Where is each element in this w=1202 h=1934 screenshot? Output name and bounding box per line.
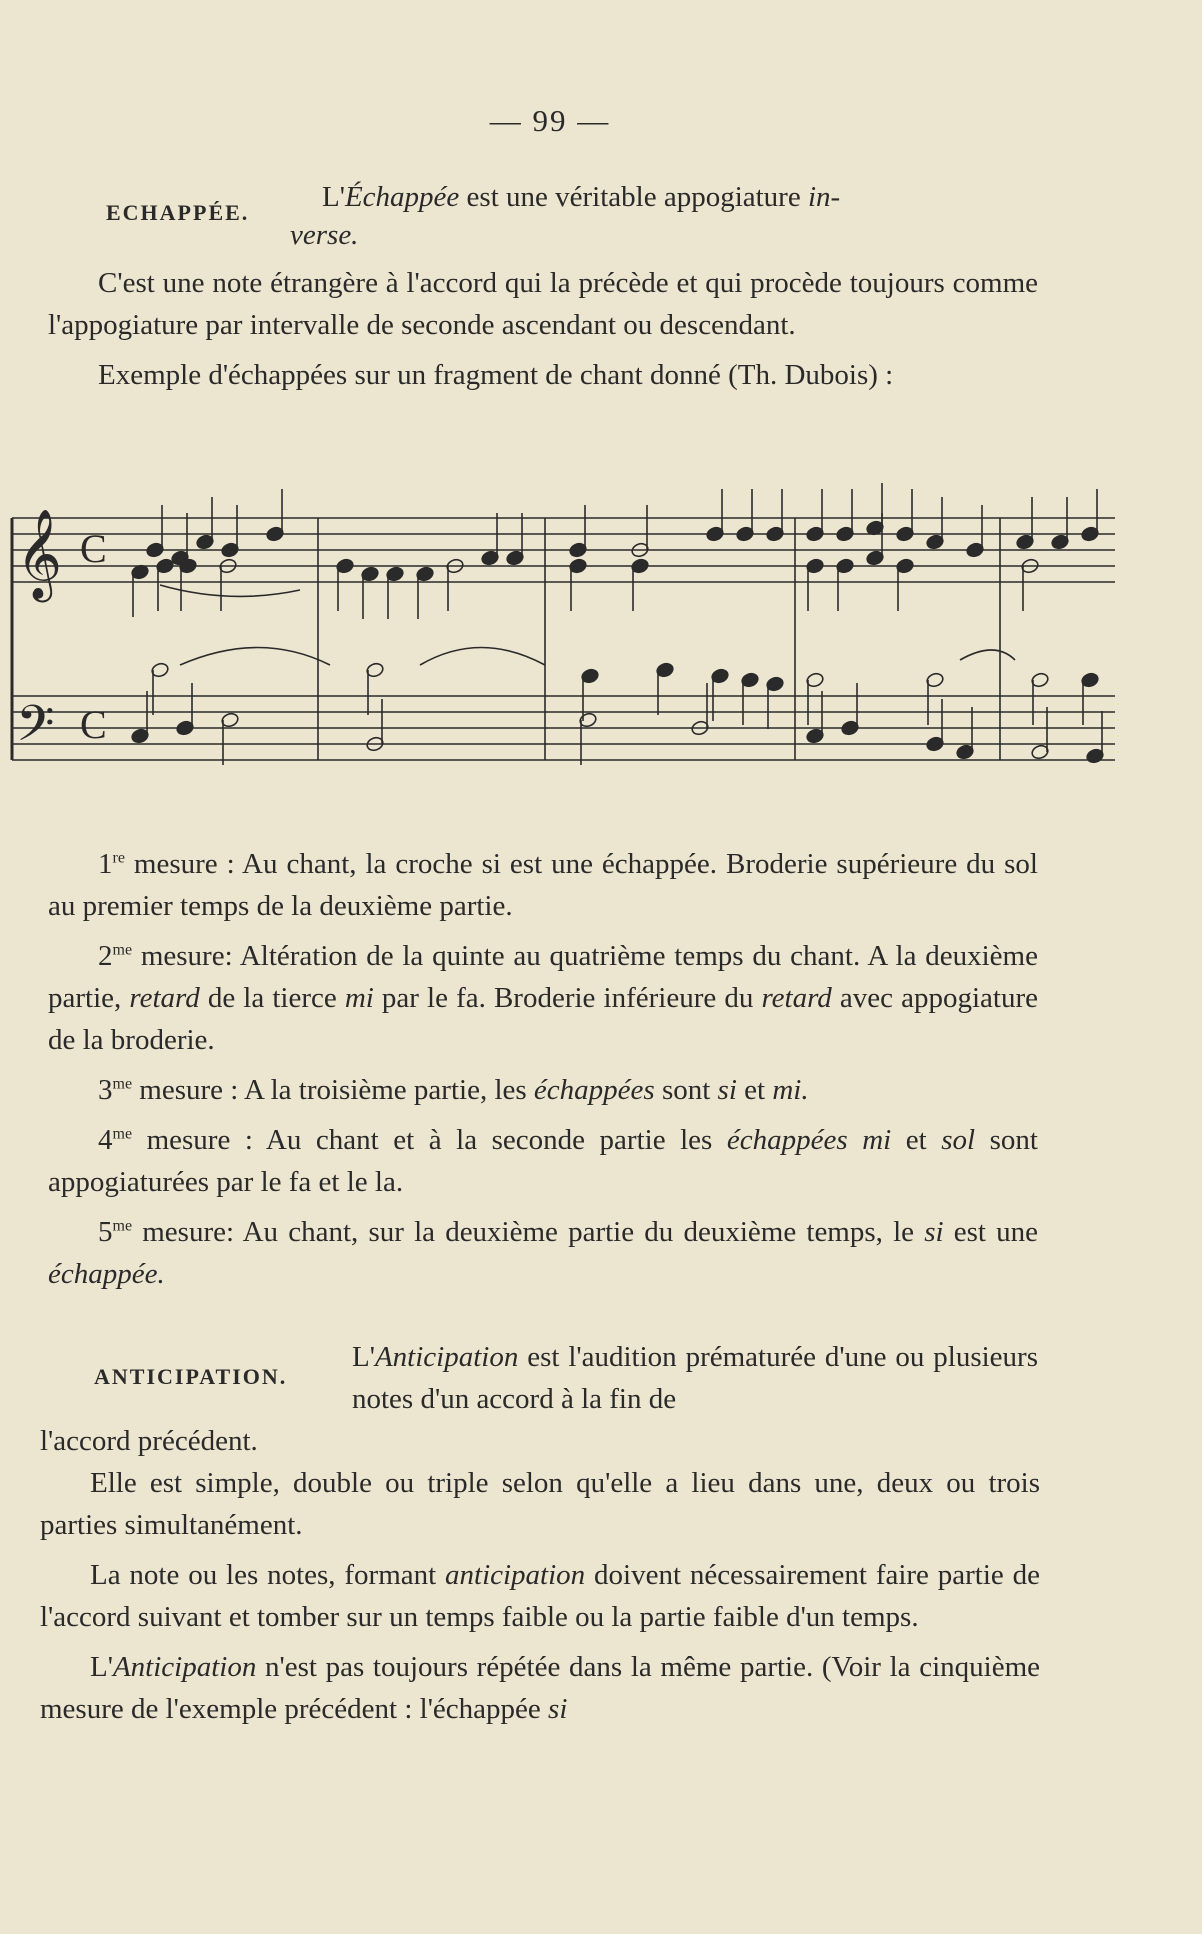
ant-p3-si: si: [548, 1693, 568, 1725]
m3-b: sont: [654, 1074, 718, 1106]
m4-num: 4: [98, 1124, 113, 1156]
ant-p2-term: anticipation: [445, 1559, 586, 1591]
ant-p3-a: L': [90, 1651, 113, 1683]
echappee-lead-cont: [290, 214, 358, 256]
lead-term: Échappée: [344, 181, 460, 213]
echappee-heading: ECHAPPÉE.: [106, 200, 250, 225]
m2-b: de la tierce: [199, 982, 345, 1014]
m3-ech: échappées: [533, 1074, 655, 1106]
anticipation-lead: [352, 1336, 1038, 1420]
page-number: — 99 —: [489, 103, 611, 138]
m3-c: et: [736, 1074, 773, 1106]
anticipation-heading: ANTICIPATION.: [94, 1364, 288, 1389]
measures-body: [48, 843, 1038, 1303]
ant-p2-b: doivent nécessairement faire partie de l'accord suivant et tomber sur un temps faible ou la partie faible d'un temps.: [40, 1559, 1040, 1633]
anticipation-body: [40, 1462, 1040, 1738]
m4-sol: sol: [941, 1124, 976, 1156]
echappee-p2: Exemple d'échappées sur un fragment de chant donné (Th. Dubois) :: [98, 359, 894, 391]
measure-4-note: [48, 1119, 1038, 1203]
measure-3-note: [48, 1069, 1038, 1111]
m5-num: 5: [98, 1216, 113, 1248]
ant-p2: [40, 1554, 1040, 1638]
m2-sup: me: [112, 941, 133, 959]
m5-b: est une: [943, 1216, 1038, 1248]
ant-lead-mid: est l'audition prématurée d'une ou plusieurs notes d'un accord à la fin de: [352, 1341, 1038, 1415]
treble-clef: 𝄞: [16, 510, 63, 597]
lead-pre: L': [322, 181, 345, 213]
music-notes: [130, 483, 1104, 765]
echappee-p1: C'est une note étrangère à l'accord qui la précède et qui procède toujours comme l'appogiature par intervalle de seconde ascendant ou descendant.: [48, 267, 1038, 341]
m4-c: sont appogiaturées par le fa et le la.: [48, 1124, 1038, 1198]
m4-ech: échappées mi: [726, 1124, 892, 1156]
m1-num: 1: [98, 848, 113, 880]
m3-sup: me: [112, 1075, 133, 1093]
time-sig-treble: C: [80, 526, 107, 571]
ant-lead-term: Anticipation: [374, 1341, 519, 1373]
m2-mi: mi: [344, 982, 374, 1014]
m3-num: 3: [98, 1074, 113, 1106]
time-sig-bass: C: [80, 702, 107, 747]
m3-si: si: [717, 1074, 737, 1106]
m5-si: si: [924, 1216, 944, 1248]
m5-a: mesure: Au chant, sur la deuxième partie du deuxième temps, le: [132, 1216, 925, 1248]
ant-p3-b: n'est pas toujours répétée dans la même partie. (Voir la cinquième mesure de l'exemple précédent : l'échappée: [40, 1651, 1040, 1725]
m1-sup: re: [112, 849, 125, 867]
m4-sup: me: [112, 1125, 133, 1143]
ant-p3: [40, 1646, 1040, 1730]
lead-end: in-: [807, 181, 841, 213]
m2-retard1: retard: [129, 982, 200, 1014]
m2-d: avec appogiature de la broderie.: [48, 982, 1038, 1056]
m3-mi: mi.: [772, 1074, 809, 1106]
m5-ech: échappée.: [48, 1258, 165, 1290]
m2-a: mesure: Altération de la quinte au quatrième temps du chant. A la deuxième partie,: [48, 940, 1038, 1014]
ant-p1: Elle est simple, double ou triple selon qu'elle a lieu dans une, deux ou trois parties simultanément.: [40, 1467, 1040, 1541]
m2-retard2: retard: [761, 982, 832, 1014]
lead-cont: verse.: [290, 219, 359, 251]
echappee-body: [48, 262, 1038, 404]
ant-lead-pre: L': [352, 1341, 375, 1373]
anticipation-lead-cont: l'accord précédent.: [40, 1425, 258, 1457]
m2-num: 2: [98, 940, 113, 972]
m4-b: et: [891, 1124, 942, 1156]
ant-p2-a: La note ou les notes, formant: [90, 1559, 446, 1591]
measure-2-note: [48, 935, 1038, 1061]
m2-c: par le fa. Broderie inférieure du: [373, 982, 762, 1014]
m1-text: mesure : Au chant, la croche si est une échappée. Broderie supérieure du sol au premier temps de la deuxième partie.: [48, 848, 1038, 922]
ant-p3-term: Anticipation: [112, 1651, 257, 1683]
m3-a: mesure : A la troisième partie, les: [132, 1074, 534, 1106]
m4-a: mesure : Au chant et à la seconde partie les: [132, 1124, 727, 1156]
measure-1-note: [48, 843, 1038, 927]
music-example: [0, 480, 1202, 820]
lead-mid: est une véritable appogiature: [459, 181, 808, 213]
echappee-lead: [322, 176, 1042, 218]
bass-clef: 𝄢: [16, 697, 55, 763]
m5-sup: me: [112, 1217, 133, 1235]
measure-5-note: [48, 1211, 1038, 1295]
